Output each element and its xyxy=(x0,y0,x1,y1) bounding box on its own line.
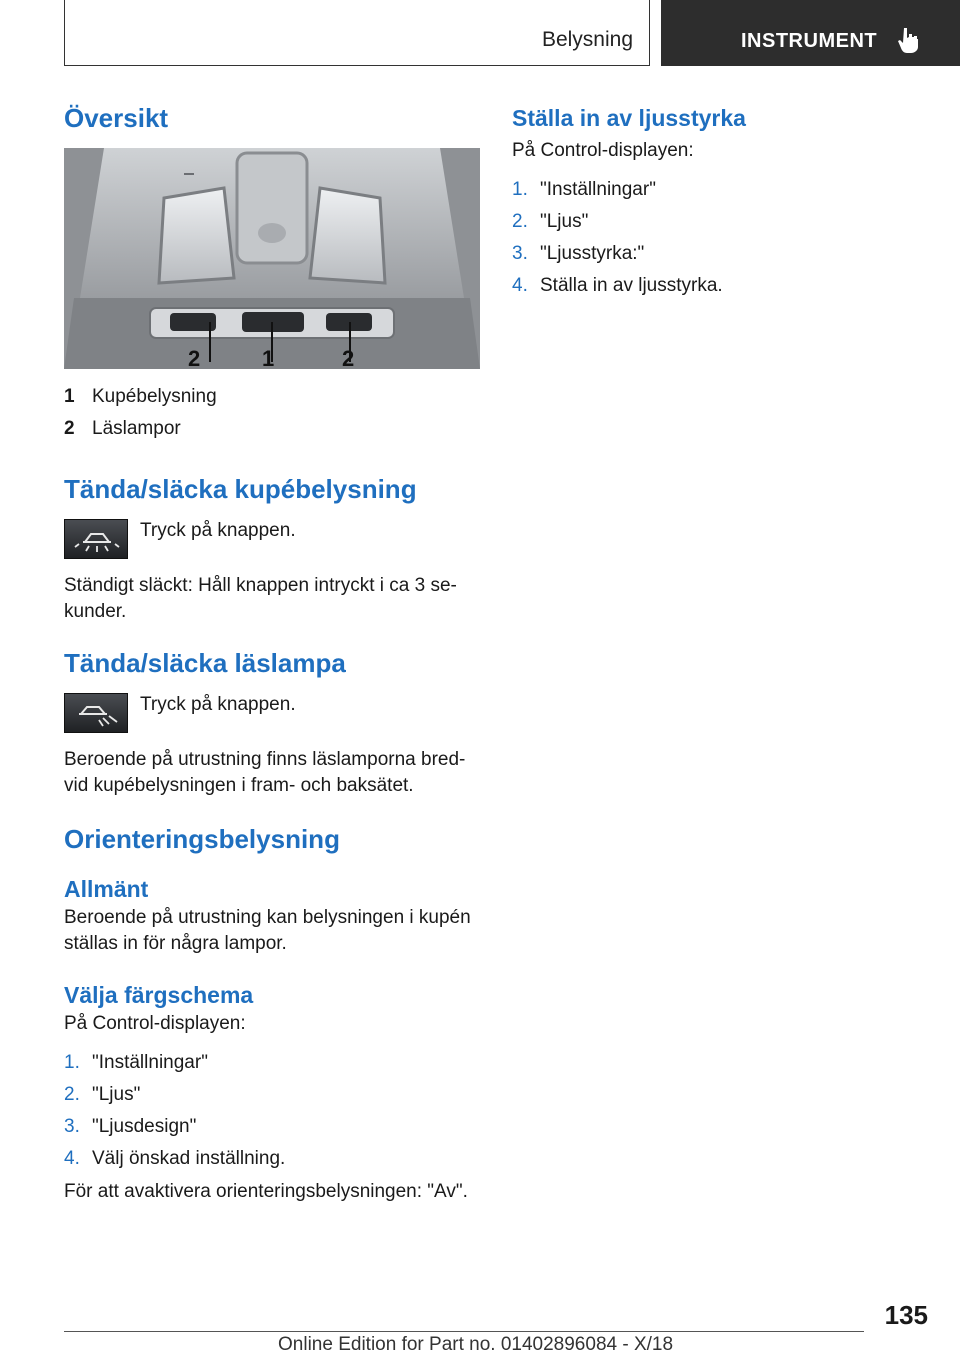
color-scheme-heading: Välja färgschema xyxy=(64,982,254,1008)
roof-console-figure xyxy=(64,148,480,369)
step-number: 1. xyxy=(512,179,528,200)
list-item xyxy=(64,1111,480,1143)
legend-number: 2 xyxy=(64,418,75,439)
overview-heading: Översikt xyxy=(64,103,169,133)
legend-number: 1 xyxy=(64,386,75,407)
header-section-box xyxy=(64,0,650,66)
interior-light-note: Ständigt släckt: Håll knappen intryckt i ca 3 sekunder. xyxy=(64,575,457,622)
general-text: Beroende på utrustning kan belysningen i kupén ställas in för några lampor. xyxy=(64,907,471,954)
reading-light-note: Beroende på utrustning finns läslamporna bredvid kupébelysningen i fram- och baksätet. xyxy=(64,749,466,796)
list-item xyxy=(64,1047,480,1079)
list-item xyxy=(64,1143,480,1175)
step-number: 2. xyxy=(64,1084,80,1105)
brightness-steps xyxy=(512,174,912,302)
step-number: 1. xyxy=(64,1052,80,1073)
chapter-title: INSTRUMENT xyxy=(741,30,878,52)
color-scheme-outro: För att avaktivera orienteringsbelysningen: "Av". xyxy=(64,1181,468,1202)
roof-console-illustration xyxy=(64,148,480,369)
step-text: Ställa in av ljusstyrka. xyxy=(540,275,723,296)
step-number: 3. xyxy=(64,1116,80,1137)
reading-light-button-text: Tryck på knappen. xyxy=(140,694,296,715)
legend-item xyxy=(64,413,480,445)
step-number: 3. xyxy=(512,243,528,264)
step-text: Välj önskad inställning. xyxy=(92,1148,286,1169)
color-scheme-steps xyxy=(64,1047,480,1175)
list-item xyxy=(512,270,912,302)
step-number: 4. xyxy=(512,275,528,296)
right-column xyxy=(512,100,912,302)
interior-light-instruction xyxy=(64,519,480,559)
legend-text: Kupébelysning xyxy=(92,386,217,407)
color-scheme-intro: På Control-displayen: xyxy=(64,1013,246,1034)
list-item xyxy=(512,238,912,270)
step-text: "Ljus" xyxy=(92,1084,141,1105)
step-text: "Ljus" xyxy=(540,211,589,232)
orientation-light-heading: Orienteringsbelysning xyxy=(64,824,340,854)
step-number: 4. xyxy=(64,1148,80,1169)
step-text: "Inställningar" xyxy=(92,1052,208,1073)
figure-label-right: 2 xyxy=(342,346,355,369)
interior-light-heading: Tända/släcka kupébelysning xyxy=(64,474,417,504)
list-item xyxy=(64,1079,480,1111)
step-text: "Inställningar" xyxy=(540,179,656,200)
figure-legend xyxy=(64,381,480,445)
step-text: "Ljusstyrka:" xyxy=(540,243,645,264)
brightness-heading: Ställa in av ljusstyrka xyxy=(512,105,746,131)
list-item xyxy=(512,206,912,238)
legend-item xyxy=(64,381,480,413)
interior-light-button-text: Tryck på knappen. xyxy=(140,520,296,541)
edition-text: Online Edition for Part no. 01402896084 - X/18 xyxy=(278,1334,674,1355)
step-text: "Ljusdesign" xyxy=(92,1116,197,1137)
step-number: 2. xyxy=(512,211,528,232)
reading-light-button-icon xyxy=(64,693,128,733)
list-item xyxy=(512,174,912,206)
reading-light-heading: Tända/släcka läslampa xyxy=(64,648,346,678)
legend-text: Läslampor xyxy=(92,418,181,439)
general-heading: Allmänt xyxy=(64,876,149,902)
reading-light-instruction xyxy=(64,693,480,733)
footer-divider xyxy=(64,1331,864,1332)
interior-light-button-icon xyxy=(64,519,128,559)
left-column xyxy=(64,100,480,1205)
section-title: Belysning xyxy=(541,28,633,51)
figure-label-left: 2 xyxy=(188,346,201,369)
pointing-hand-icon xyxy=(897,26,921,54)
figure-label-center: 1 xyxy=(262,346,275,369)
brightness-intro: På Control-displayen: xyxy=(512,140,694,161)
header-chapter-box xyxy=(661,0,960,66)
page-number: 135 xyxy=(884,1300,928,1330)
